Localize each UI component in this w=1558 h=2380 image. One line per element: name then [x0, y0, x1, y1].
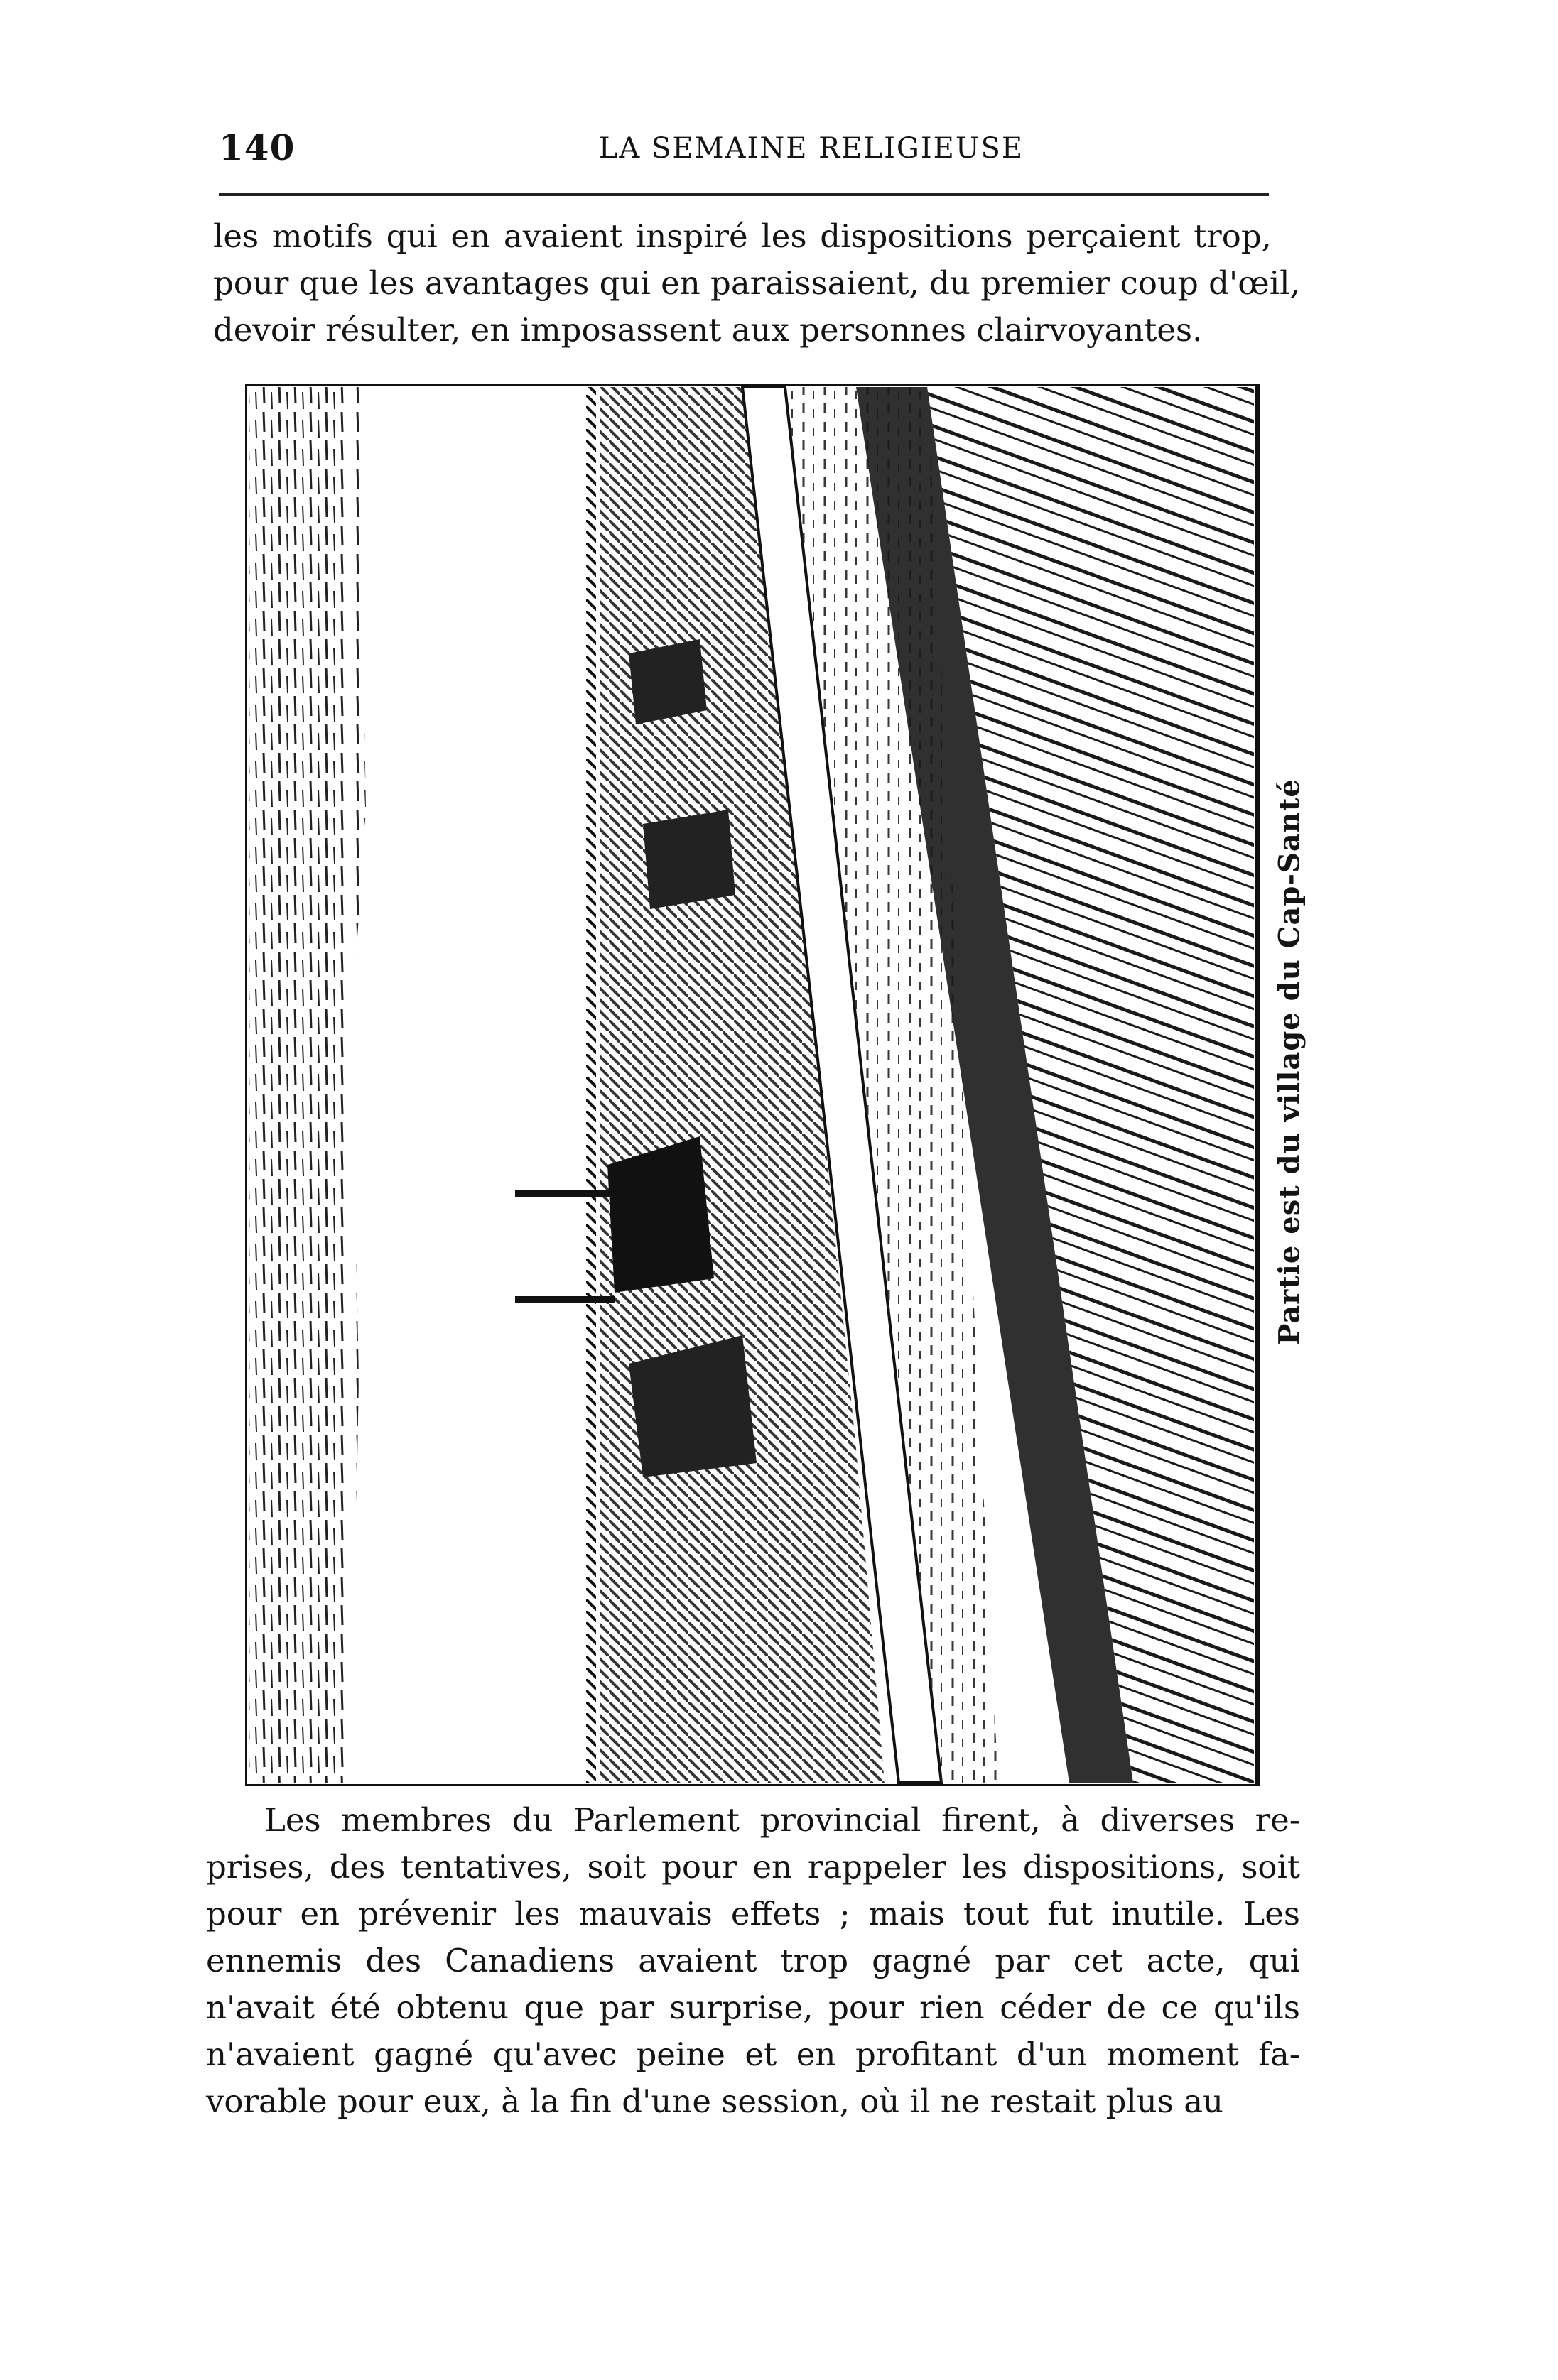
text-line: pour que les avantages qui en paraissaient, du premier coup d'œil, — [213, 264, 1300, 302]
house — [643, 810, 735, 909]
text-line: pour en prévenir les mauvais effets ; mais tout fut inutile. Les — [206, 1895, 1300, 1933]
paragraph-bottom — [206, 1797, 1300, 2125]
text-line: n'avait été obtenu que par surprise, pour rien céder de ce qu'ils — [206, 1989, 1300, 2026]
figure-caption-text: Partie est du village du Cap-Santé — [1272, 778, 1307, 1345]
text-line: ennemis des Canadiens avaient trop gagné par cet acte, qui — [206, 1942, 1300, 1979]
text-line: les motifs qui en avaient inspiré les dispositions perçaient trop, — [213, 217, 1272, 255]
house — [629, 639, 707, 724]
engraving-svg — [245, 384, 1272, 1786]
header-rule — [219, 193, 1269, 196]
paragraph-top — [213, 213, 1300, 354]
text-line: n'avaient gagné qu'avec peine et en profitant d'un moment fa- — [206, 2036, 1300, 2073]
text-line: vorable pour eux, à la fin d'une session, où il ne restait plus au — [206, 2082, 1224, 2120]
page-number: 140 — [219, 126, 296, 168]
text-line: prises, des tentatives, soit pour en rappeler les dispositions, soit — [206, 1848, 1300, 1886]
shoreline — [586, 387, 596, 1783]
page-header — [219, 126, 1269, 183]
engraving-illustration — [245, 384, 1272, 1786]
sky-hatching — [249, 387, 348, 1783]
running-title: LA SEMAINE RELIGIEUSE — [598, 132, 1024, 165]
text-line: Les membres du Parlement provincial firent, à diverses re- — [264, 1801, 1300, 1839]
text-line: devoir résulter, en imposassent aux personnes clairvoyantes. — [213, 311, 1203, 349]
figure-caption — [1261, 778, 1318, 1345]
